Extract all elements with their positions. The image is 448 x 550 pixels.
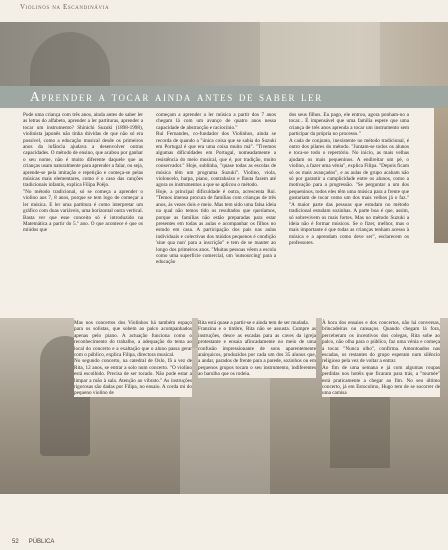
article-column-2: [156, 112, 276, 266]
page-number: 52: [12, 539, 19, 545]
section-label: Violinos na Escandinávia: [20, 3, 110, 11]
title-band: [0, 86, 448, 108]
article-column-1-text: Pode uma criança com três anos, ainda antes de saber ler as letras do alfabeto, aprender a ler partituras, aprender a tocar um instrumento? Shinichi Suzuki (1898-1998), violinista japonês não tinha dúvidas de que não só era possível, como a educação musical desde os primeiros anos da infância ajudava a desenvolver outras capacidades. O método de ensino, que acabou por ganhar o seu nome, não é muito diferente daquele que as crianças usam naturalmente para aprender a falar, ou seja, aprende-se pela imitação e repetição e começa-se pelas músicas mais elementares, como é o caso das canções tradicionais infantis, explica Filipa Poêjo. "No método tradicional, só se começa a aprender o violino aos 7, 8 anos, porque se tem logo de começar a ler música. E ler uma partitura é como interpretar um gráfico com duas variáveis, uma horizontal outra vertical. Basta ver que esse conceito só é introduzido na Matemática a partir do 5.º ano. O que acontece é que os miúdos que: [23, 112, 143, 234]
page-footer: [12, 539, 54, 545]
photo-highlight: [260, 22, 380, 86]
article-column-3: [289, 112, 409, 247]
side-photo: [434, 108, 448, 243]
bottom-column-1: [74, 318, 192, 397]
article-column-3-text: dos seus filhos. Eu pago, ele entrou, agora ponham-no a tocar... É impensável que uma família espere que uma criança de três anos aprenda a tocar um instrumento sem participar da própria no processo." A cada de conjunto, inexistente no método tradicional, é outro dos pilares do método. "Juntam-se todos os alunos e toca-se todo o repertório. No início, as mais velhas ajudam os mais pequeninos. A endireitar um pé, o violino, a fazer uma vénia", explica Filipa. "Depois ficam só os mais avançados", e as aulas de grupo acabam não só por garantir a cumplicidade entre os alunos, como a motivação para a progressão. "Se perguntar a um dos pequeninos, todos eles têm uma música para a frente que gostariam de tocar como um dos mais velhos já o faz." "A maior parte das pessoas que estudam no método tradicional estudam sozinhas. A parte boa é que, assim, só sobrevivem os mais fortes. Mas no método Suzuki a ideia não é formar músicos. Se o fizer, melhor, mas o mais importante é que todas as crianças tenham acesso à música e a aprendam como deve ser", esclarecem os professores.: [289, 112, 409, 247]
bottom-column-1-text: Mas nos concertos dos Violinhos há também espaço para os solistas, que sobem ao palco acompanhados apenas pelo piano. A actuação funciona como o reconhecimento do trabalho, a adequação do tema ao local do concerto e a exaltação que o aluno passa gerar com o público, explica Filipa, directora musical. No segundo concerto, na catedral de Oslo, fã a vez de Rita, 12 anos, se entrar a solo num concerto. "O violino está escolhido. Precisa de ser tocado. Não pode estar a limpar a mão à sala. Atenção ao vibrato." As instruções rigorosas são dadas por Filipa, no ensaio. A corda mi do pequeno violino de: [74, 320, 192, 397]
article-title: Aprender a tocar ainda antes de saber ler: [30, 89, 323, 104]
publication-name: PÚBLICA: [28, 539, 55, 545]
article-column-1: [23, 112, 143, 234]
header-photo: [0, 22, 448, 86]
bottom-column-2: [198, 318, 316, 378]
photo-shade: [30, 32, 110, 86]
article-column-2-text: começam a aprender a ler música a partir dos 7 anos chegam lá com um avanço de quatro anos nessa capacidade de abstracção e raciocínio." Rui Fernandes, co-fundador dos Violinhos, ainda se recorda de quando a "única coisa que se sabia do Suzuki em Portugal é que era uma coisa muito má". "Tivemos algumas dificuldades em Portugal, nomeadamente a resistência do meio musical, que é, por tradição, muito conservador." Hoje, sublinha, "quase todas as escolas de música têm um programa Suzuki". Violino, viola, violoncelo, harpa, piano, contrabaixo e flauta fazem até agora os instrumentos a que se aplicou o método. Hoje, a principal dificuldade é outra, acrescenta Rui. "Temos imensa procura de famílias com crianças de três anos, às vezes dois e meio. Mas tem sido uma falsa ideia na qual não temos tido os resultados que queríamos, porque as famílias não estão preparadas para estar presentes em todas as aulas e acompanhar os filhos no estudo em casa. A participação dos pais nas aulas individuais e colectivas dos miúdos pequenos é condição 'sine qua non' para a inscrição" e tem de se manter ao longo dos primeiros anos. "Muitas pessoas vêem a escola como uma superfície comercial, um 'outsourcing' para a educação: [156, 112, 276, 266]
bottom-column-2-text: Rita está quase a partir-se e ainda tem de ser mudada. Franzina e o timbre, Rita não se assusta. Cumpre as instruções, desce as escadas para as caves da igreja protestante e ensaia afincadamente no meio de uma confusão impressionante de sons aparentemente anárquicos, produzidos por cada um dos 35 alunos que, a andar, parados de frente para a parede, sozinhos ou em pequenos grupos tocam o seu instrumento, indiferentes ao barulho que os rodeia.: [198, 320, 316, 378]
bottom-column-3-text: À hora dos ensaios e dos concertos, não há conversas, brincadeiras ou cansaços. Quando chegam lá fora, perceberam os incentivos dos colegas, Rita sobe ao palco, não olha para o público, faz uma vénia e começa a tocar. "Nunca olho", confirma. Amontoados nas escadas, os restantes do grupo esperam num silêncio religioso pela vez de voltar a entrar. Ao fim de uma semana e já com algumas roupas perdidas nos hotéis que ficaram para trás, a "tournée" está praticamente a chegar ao fim. No seu último concerto, já em Estocolmo, Hugo tem de se socorrer de uma camisa: [322, 320, 440, 397]
bottom-column-3: [322, 318, 440, 397]
